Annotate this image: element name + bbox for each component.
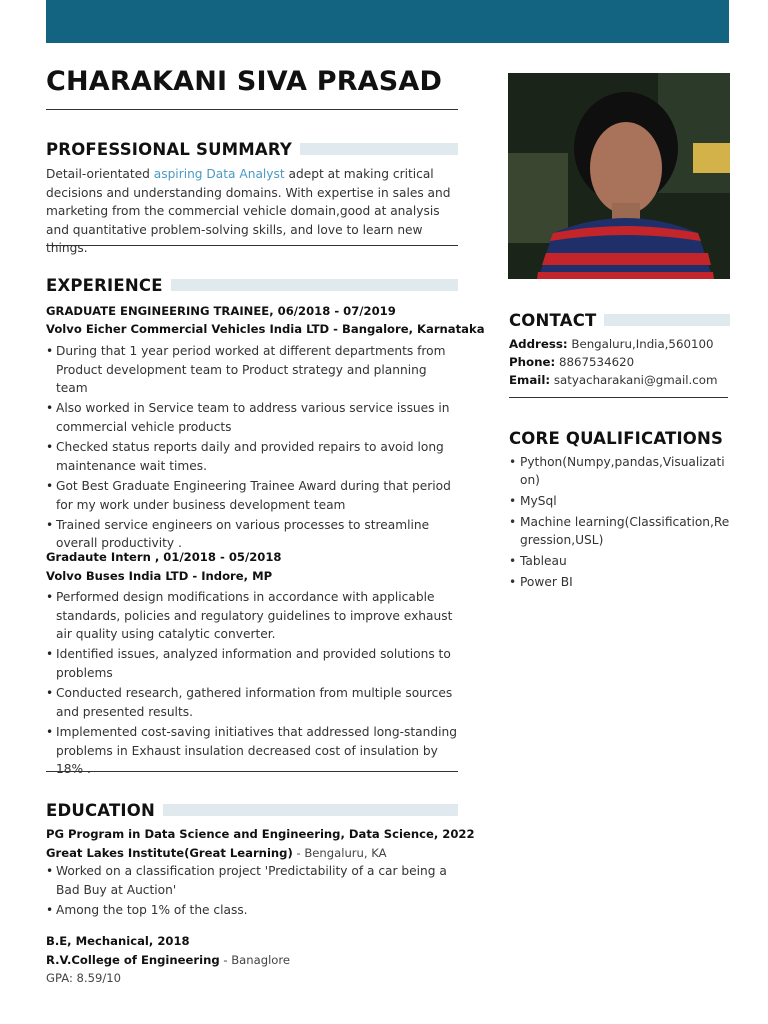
list-item: • Identified issues, analyzed information and provided solutions to problems	[46, 645, 458, 682]
email-value[interactable]: satyacharakani@gmail.com	[550, 373, 718, 387]
edu-2-location: - Banaglore	[219, 953, 291, 967]
summary-text-start: Detail-orientated	[46, 167, 154, 181]
address-label: Address:	[509, 337, 568, 351]
summary-text-end: adept at making critical decisions and understanding domains. With expertise in sales and marketing from the commercial vehicle domain,good at analysis and quantitative problem-solving skills, and love to learn new things.	[46, 167, 451, 255]
job-2-title-line	[46, 548, 281, 566]
summary-text	[46, 165, 456, 258]
job-2-bullets	[46, 588, 458, 780]
experience-divider	[46, 771, 458, 772]
contact-email	[509, 371, 717, 389]
summary-divider	[46, 245, 458, 246]
summary-heading-row	[46, 138, 458, 160]
job-1-company-line	[46, 320, 485, 338]
summary-highlight: aspiring Data Analyst	[153, 167, 285, 181]
list-item: • Power BI	[509, 573, 731, 591]
list-item: • Got Best Graduate Engineering Trainee Award during that period for my work under business development team	[46, 477, 458, 514]
candidate-name: CHARAKANI SIVA PRASAD	[46, 66, 443, 97]
summary-heading: PROFESSIONAL SUMMARY	[46, 139, 293, 159]
job-2-company-line	[46, 567, 272, 585]
job-2-company: Volvo Buses India LTD - Indore, MP	[46, 569, 273, 583]
edu-2-school: R.V.College of Engineering	[46, 953, 220, 967]
experience-heading-band	[171, 279, 458, 291]
edu-2-field: , Mechanical	[67, 934, 149, 948]
education-heading: EDUCATION	[46, 800, 155, 820]
list-item: • Also worked in Service team to address various service issues in commercial vehicle products	[46, 399, 458, 436]
list-item: • Machine learning(Classification,Regression,USL)	[509, 513, 731, 549]
contact-heading-row	[509, 309, 730, 331]
job-2-dates: , 01/2018 - 05/2018	[150, 550, 282, 564]
edu-1-field: , Data Science	[340, 827, 434, 841]
experience-heading-row	[46, 274, 458, 296]
list-item: • Worked on a classification project 'Predictability of a car being a Bad Buy at Auction'	[46, 862, 458, 899]
list-item: • Trained service engineers on various processes to streamline overall productivity .	[46, 516, 458, 553]
phone-value: 8867534620	[555, 355, 635, 369]
contact-heading: CONTACT	[509, 310, 597, 330]
job-1-title: GRADUATE ENGINEERING TRAINEE	[46, 304, 270, 318]
email-label: Email:	[509, 373, 551, 387]
job-1-title-line	[46, 302, 396, 320]
qualifications-list	[509, 453, 731, 594]
list-item: • MySql	[509, 492, 731, 510]
profile-photo	[508, 73, 730, 279]
list-item: • Conducted research, gathered information from multiple sources and presented results.	[46, 684, 458, 721]
education-heading-band	[163, 804, 458, 816]
education-heading-row	[46, 799, 458, 821]
edu-2-gpa: GPA: 8.59/10	[46, 971, 122, 985]
experience-heading: EXPERIENCE	[46, 275, 163, 295]
list-item: • Performed design modifications in accordance with applicable standards, policies and regulatory guidelines to improve exhaust air quality using catalytic converter.	[46, 588, 458, 644]
edu-2-degree: B.E	[46, 934, 68, 948]
contact-heading-band	[604, 314, 730, 326]
edu-1-year: , 2022	[433, 827, 475, 841]
contact-phone	[509, 353, 634, 371]
job-1-dates: , 06/2018 - 07/2019	[269, 304, 396, 318]
summary-heading-band	[300, 143, 458, 155]
edu-1-school: Great Lakes Institute(Great Learning)	[46, 846, 293, 860]
name-divider	[46, 109, 458, 110]
edu-1-degree: PG Program in Data Science and Engineering	[46, 827, 341, 841]
job-2-title: Gradaute Intern	[46, 550, 151, 564]
edu-1-bullets	[46, 862, 458, 921]
contact-divider	[509, 397, 728, 398]
list-item: • Checked status reports daily and provided repairs to avoid long maintenance wait times.	[46, 438, 458, 475]
edu-1-school-line	[46, 844, 387, 862]
phone-label: Phone:	[509, 355, 556, 369]
list-item: • Among the top 1% of the class.	[46, 901, 458, 920]
edu-2-year: , 2018	[148, 934, 190, 948]
edu-2-school-line	[46, 951, 290, 969]
list-item: • During that 1 year period worked at different departments from Product development team to Product strategy and planning team	[46, 342, 458, 398]
list-item: • Tableau	[509, 552, 731, 570]
list-item: • Python(Numpy,pandas,Visualization)	[509, 453, 731, 489]
job-1-bullets	[46, 342, 458, 554]
contact-address	[509, 335, 713, 353]
qualifications-heading: CORE QUALIFICATIONS	[509, 428, 724, 448]
qualifications-heading-row	[509, 427, 730, 449]
header-color-bar	[46, 0, 729, 43]
edu-2-degree-line	[46, 932, 190, 950]
edu-1-degree-line	[46, 825, 475, 843]
job-1-company: Volvo Eicher Commercial Vehicles India LTD - Bangalore, Karnataka	[46, 322, 485, 336]
profile-photo-drawing	[508, 73, 730, 279]
edu-1-location: - Bengaluru, KA	[292, 846, 387, 860]
list-item: • Implemented cost-saving initiatives that addressed long-standing problems in Exhaust insulation decreased cost of insulation by 18% .	[46, 723, 458, 779]
address-value: Bengaluru,India,560100	[567, 337, 714, 351]
